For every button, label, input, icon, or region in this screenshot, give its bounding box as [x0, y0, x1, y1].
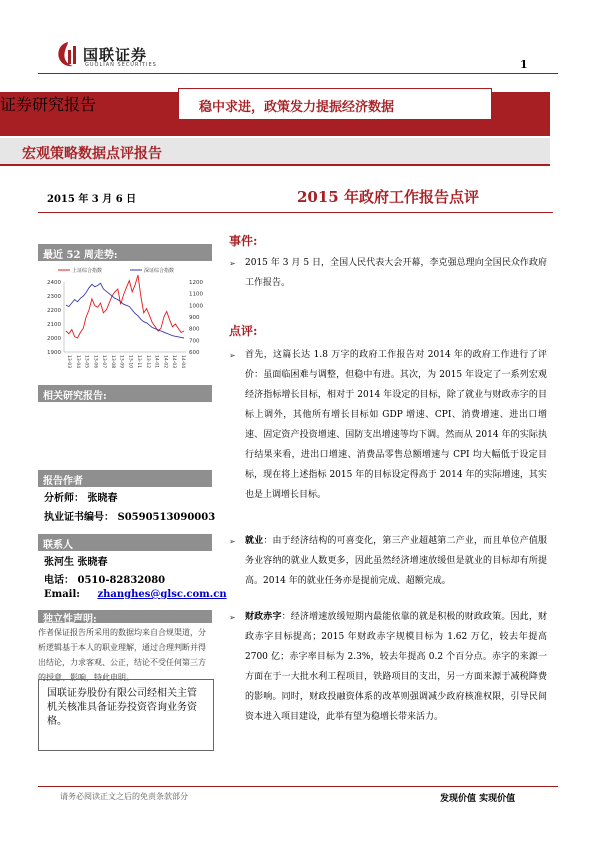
y-right-tick: 1100	[189, 291, 203, 298]
x-tick: 14-04	[180, 355, 185, 369]
contact-email-row	[44, 589, 227, 600]
x-tick: 14-03	[171, 355, 177, 369]
certificate-number: 执业证书编号： S0590513090003	[44, 512, 216, 523]
author-title: 报告作者	[43, 476, 83, 487]
independence-statement: 作者保证报告所采用的数据均来自合规渠道，分析逻辑基于本人的职业理解，通过合理判断并得出结论，力求客观、公正，结论不受任何第三方的授意、影响，特此申明。	[38, 628, 206, 682]
bullet-icon: ➢	[229, 259, 236, 268]
related-title: 相关研究报告:	[43, 391, 107, 402]
event-heading: 事件:	[229, 234, 258, 248]
analyst: 分析师： 张晓春	[44, 493, 118, 504]
y-right-tick: 700	[189, 338, 200, 345]
y-left-tick: 2300	[47, 294, 61, 300]
report-subcategory: 宏观策略数据点评报告	[22, 146, 162, 162]
review-heading: 点评:	[229, 324, 258, 338]
x-tick: 13-10	[127, 355, 133, 369]
series-line	[66, 275, 184, 338]
footer-divider	[38, 786, 558, 787]
company-qualification: 国联证券股份有限公司经相关主管机关核准具备证券投资咨询业务资格。	[47, 688, 197, 727]
header-divider	[38, 73, 558, 74]
related-header	[38, 385, 212, 402]
contact-title: 联系人	[43, 540, 73, 551]
subcategory-band	[0, 138, 550, 166]
y-left-tick: 2400	[47, 280, 61, 286]
email-link[interactable]: zhanghes@glsc.com.cn	[97, 589, 227, 600]
x-tick: 13-11	[136, 355, 142, 369]
legend-label: 上证综合指数	[72, 268, 103, 274]
footer-slogan: 发现价值 实现价值	[440, 794, 516, 804]
company-box	[38, 679, 214, 751]
y-right-tick: 600	[189, 350, 200, 356]
trend-header	[38, 244, 212, 261]
y-right-tick: 1200	[189, 280, 203, 286]
bullet-icon: ➢	[229, 351, 236, 360]
x-tick: 14-01	[153, 355, 159, 369]
review-paragraph-employment	[245, 531, 547, 591]
index-trend-chart	[38, 262, 212, 374]
x-tick: 14-02	[162, 355, 168, 369]
y-right-tick: 800	[189, 326, 200, 333]
y-left-tick: 2000	[47, 336, 61, 342]
x-tick: 13-03	[66, 355, 71, 369]
y-right-tick: 900	[189, 315, 200, 321]
deficit-text: ：经济增速放缓短期内最能依靠的就是积极的财政政策。因此，财政赤字目标提高；2015 年财政赤字规模目标为 1.62 万亿，较去年提高 2700 亿；赤字率目标为 2.3%，较去年提高 0.2 个百分点。赤字的来源一方面在于一大批水利工程项目，铁路项目的支出，另一方面来源于减税降费的影响。同时，财政投融资体系的改革则强调减少政府核准权限，引导民间资本进入项目建设，此举有望为稳增长带来活力。	[245, 612, 547, 722]
deficit-label: 财政赤字	[245, 612, 282, 622]
y-right-tick: 1000	[189, 303, 203, 310]
contact-names: 张河生 张晓春	[44, 557, 108, 568]
x-tick: 13-04	[74, 355, 80, 369]
x-tick: 13-09	[118, 355, 124, 369]
email-label: Email:	[44, 589, 80, 600]
contact-header	[38, 534, 212, 551]
x-tick: 13-12	[144, 355, 150, 369]
logo-name: 国联证券	[83, 46, 148, 64]
legend-label: 深证综合指数	[144, 268, 175, 274]
contact-phone: 电话： 0510-82832080	[44, 575, 166, 586]
headline-box	[178, 88, 492, 120]
x-tick: 13-08	[109, 355, 115, 369]
page-number: 1	[520, 58, 528, 71]
employment-text: ：由于经济结构的可喜变化，第三产业超越第二产业，而且单位产值服务业容纳的就业人数更多，因此虽然经济增速放缓但是就业的目标却有所提高。2014 年的就业任务亦是提前完成、超额完成。	[245, 536, 547, 586]
employment-label: 就业	[245, 536, 264, 546]
trend-title: 最近 52 周走势:	[43, 250, 118, 261]
logo-icon	[55, 40, 81, 68]
footer-disclaimer: 请务必阅读正文之后的免责条款部分	[60, 792, 188, 801]
report-date: 2015 年 3 月 6 日	[47, 194, 137, 205]
event-paragraph: 2015 年 3 月 5 日，全国人民代表大会开幕，李克强总理向全国民众作政府工作报告。	[245, 258, 547, 288]
review-paragraph-deficit	[245, 607, 547, 727]
report-category: 证券研究报告	[0, 95, 97, 114]
bullet-icon: ➢	[229, 537, 236, 546]
x-tick: 13-07	[101, 355, 107, 369]
author-header	[38, 470, 212, 487]
y-left-tick: 2200	[47, 308, 61, 314]
document-title: 2015 年政府工作报告点评	[297, 188, 479, 206]
x-tick: 13-05	[83, 355, 89, 369]
bullet-icon: ➢	[229, 613, 236, 622]
logo-english: GUOLIAN SECURITIES	[85, 62, 157, 68]
y-left-tick: 1900	[47, 350, 61, 356]
review-paragraph-1: 首先，这篇长达 1.8 万字的政府工作报告对 2014 年的政府工作进行了评价：虽面临困难与调整，但稳中有进。其次，为 2015 年设定了一系列宏观经济指标增长目标，相对于 2014 年设定的目标，除了就业与财政赤字的目标上调外，其他所有增长目标如 GDP 增速、CPI、消费增速、进出口增速、固定资产投资增速、国防支出增速等均下调。然而从 2014 年的实际执行结果来看，进出口增速、消费品零售总额增速与 CPI 均大幅低于设定目标，现在将上述指标 2015 年的目标设定得高于 2014 年的实际增速，其实也是上调增长目标。	[245, 350, 547, 500]
title-divider	[38, 212, 553, 213]
statement-title: 独立性声明:	[43, 614, 97, 625]
x-tick: 13-06	[92, 355, 98, 369]
y-left-tick: 2100	[47, 322, 61, 328]
headline: 稳中求进，政策发力提振经济数据	[199, 100, 395, 115]
statement-header	[38, 610, 212, 623]
